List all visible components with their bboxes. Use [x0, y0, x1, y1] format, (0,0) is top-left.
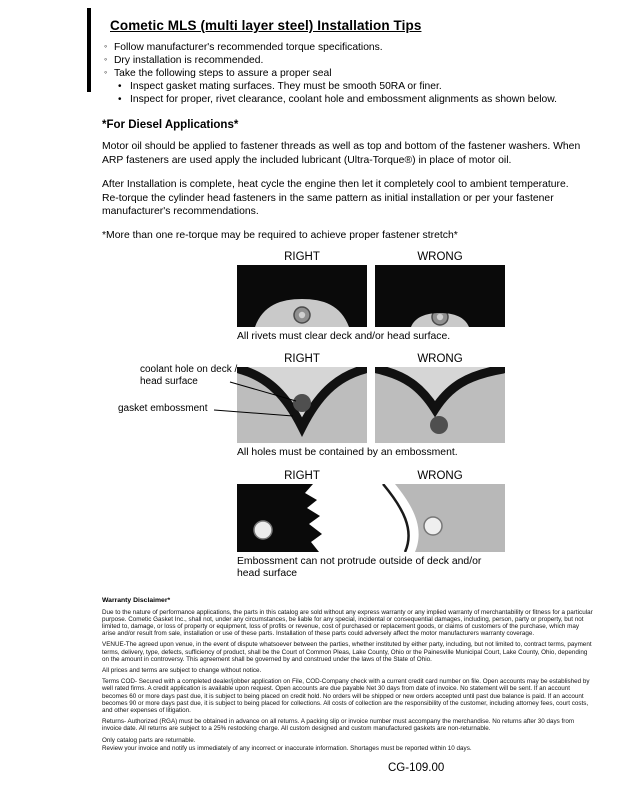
figure-caption: All rivets must clear deck and/or head surface. — [237, 330, 451, 342]
tip-sub-item — [102, 80, 596, 93]
wrong-label: WRONG — [417, 250, 463, 263]
coolant-hole-label: coolant hole on deck / head surface — [140, 364, 238, 387]
figure-row-rivets — [102, 250, 596, 344]
coolant-hole-icon — [430, 416, 448, 434]
rivet-wrong-diagram — [375, 265, 505, 327]
tips-list — [102, 41, 596, 106]
open-bullet-icon: ◦ — [104, 54, 108, 64]
open-bullet-icon: ◦ — [104, 67, 108, 77]
tip-text: Follow manufacturer's recommended torque specifications. — [114, 42, 383, 53]
holes-wrong-diagram — [375, 367, 505, 443]
right-label: RIGHT — [284, 250, 320, 263]
diesel-paragraph: After Installation is complete, heat cycle the engine then let it completely cool to ambient temperature. Re-torque the cylinder head fasteners in the same pattern as initial installation or per your fastener manufacturer's recommendations. — [102, 179, 569, 217]
diesel-paragraph: Motor oil should be applied to fastener threads as well as top and bottom of the fastener washers. When ARP fasteners are used apply the included lubricant (Ultra-Torque®) in place of motor oil. — [102, 141, 581, 166]
registration-mark — [87, 8, 91, 92]
disclaimer-paragraph: Terms COD- Secured with a completed dealer/jobber application on File, COD-Company check with a current credit card number on file. Open accounts may be established by well rated firms. A credit application is available upon request. Open accounts are due payable Net 30 days from date of invoice. No statement will be sent. If an account becomes 60 or more days past due, it is subject to being placed on credit hold. No orders will be shipped or new orders accepted until past due balance is paid. If an account becomes 90 or more days past due, it is subject to being placed for collections. All costs of collection are the responsibility of the customer, including attorney fees, court costs, and other expenses of litigation. — [102, 678, 590, 714]
diesel-heading: *For Diesel Applications* — [102, 119, 239, 131]
filled-bullet-icon: • — [118, 81, 122, 92]
right-label: RIGHT — [284, 469, 320, 482]
disclaimer-paragraph: Due to the nature of performance applications, the parts in this catalog are sold without any express warranty or any implied warranty of merchantability or fitness for a particular purpose. Cometic Gasket Inc., shall not, under any circumstances, be liable for any special, incidental or consequential damages, including, person, party or property, but not limited to, damage, or loss of property or equipment, loss of profits or revenue, cost of purchased or replacement goods, or claims of customers of the purchase, which may arise and/or result from sale, installation or use of these parts. Installation of these parts could adversely affect the motor manufacturers warranty coverage. — [102, 608, 593, 638]
page-number: CG-109.00 — [388, 762, 445, 774]
holes-right-diagram — [237, 367, 367, 443]
tip-item — [102, 41, 596, 54]
page-title: Cometic MLS (multi layer steel) Installation Tips — [110, 18, 422, 33]
tip-item — [102, 67, 596, 80]
page-content — [102, 12, 596, 756]
disclaimer-paragraph: All prices and terms are subject to change without notice. — [102, 666, 262, 674]
hole-icon — [424, 517, 442, 535]
tip-text: Inspect gasket mating surfaces. They must be smooth 50RA or finer. — [130, 81, 442, 92]
disclaimer-paragraph: Review your invoice and notify us immediately of any incorrect or inaccurate information. Shortages must be reported within 10 days. — [102, 744, 472, 752]
rivet-right-diagram — [237, 265, 367, 327]
retorque-note: *More than one re-torque may be required to achieve proper fastener stretch* — [102, 229, 458, 241]
disclaimer-paragraph: Returns- Authorized (RGA) must be obtained in advance on all returns. A packing slip or invoice number must accompany the merchandise. No returns after 30 days from invoice date. All returns are subject to a 25% restocking charge. All custom designed and custom manufactured gaskets are non-returnable. — [102, 718, 575, 733]
disclaimer-paragraph: VENUE-The agreed upon venue, in the event of dispute whatsoever between the parties, whether instituted by either party, including, but not limited to, contract terms, payment terms, delivery, type, defects, sufficiency of product, shall be the Court of Common Pleas, Lake County, Ohio or the Painesville Municipal Court, Lake County, Ohio, depending on the amount in controversy. This agreement shall be governed by and construed under the laws of the State of Ohio. — [102, 641, 592, 663]
warranty-heading: Warranty Disclaimer* — [102, 596, 171, 604]
filled-bullet-icon: • — [118, 94, 122, 105]
gasket-embossment-label: gasket embossment — [118, 403, 208, 414]
wrong-label: WRONG — [417, 469, 463, 482]
figure-caption: Embossment can not protrude outside of deck and/or head surface — [237, 555, 482, 579]
right-label: RIGHT — [284, 353, 320, 365]
embossment-wrong-diagram — [375, 484, 505, 552]
tip-sub-item — [102, 93, 596, 106]
tip-text: Take the following steps to assure a proper seal — [114, 68, 332, 79]
wrong-label: WRONG — [417, 353, 463, 365]
embossment-right-diagram — [237, 484, 367, 552]
figure-row-embossment — [102, 469, 596, 581]
tip-text: Dry installation is recommended. — [114, 55, 264, 66]
coolant-hole-icon — [293, 394, 311, 412]
figures-section — [102, 250, 596, 581]
figure-row-holes — [102, 352, 596, 460]
tip-text: Inspect for proper, rivet clearance, coolant hole and embossment alignments as shown below. — [130, 94, 557, 105]
disclaimer-paragraph: Only catalog parts are returnable. — [102, 736, 196, 744]
hole-icon — [254, 521, 272, 539]
figure-caption: All holes must be contained by an embossment. — [237, 447, 458, 458]
tip-item — [102, 54, 596, 67]
warranty-disclaimer — [102, 597, 594, 752]
open-bullet-icon: ◦ — [104, 41, 108, 51]
